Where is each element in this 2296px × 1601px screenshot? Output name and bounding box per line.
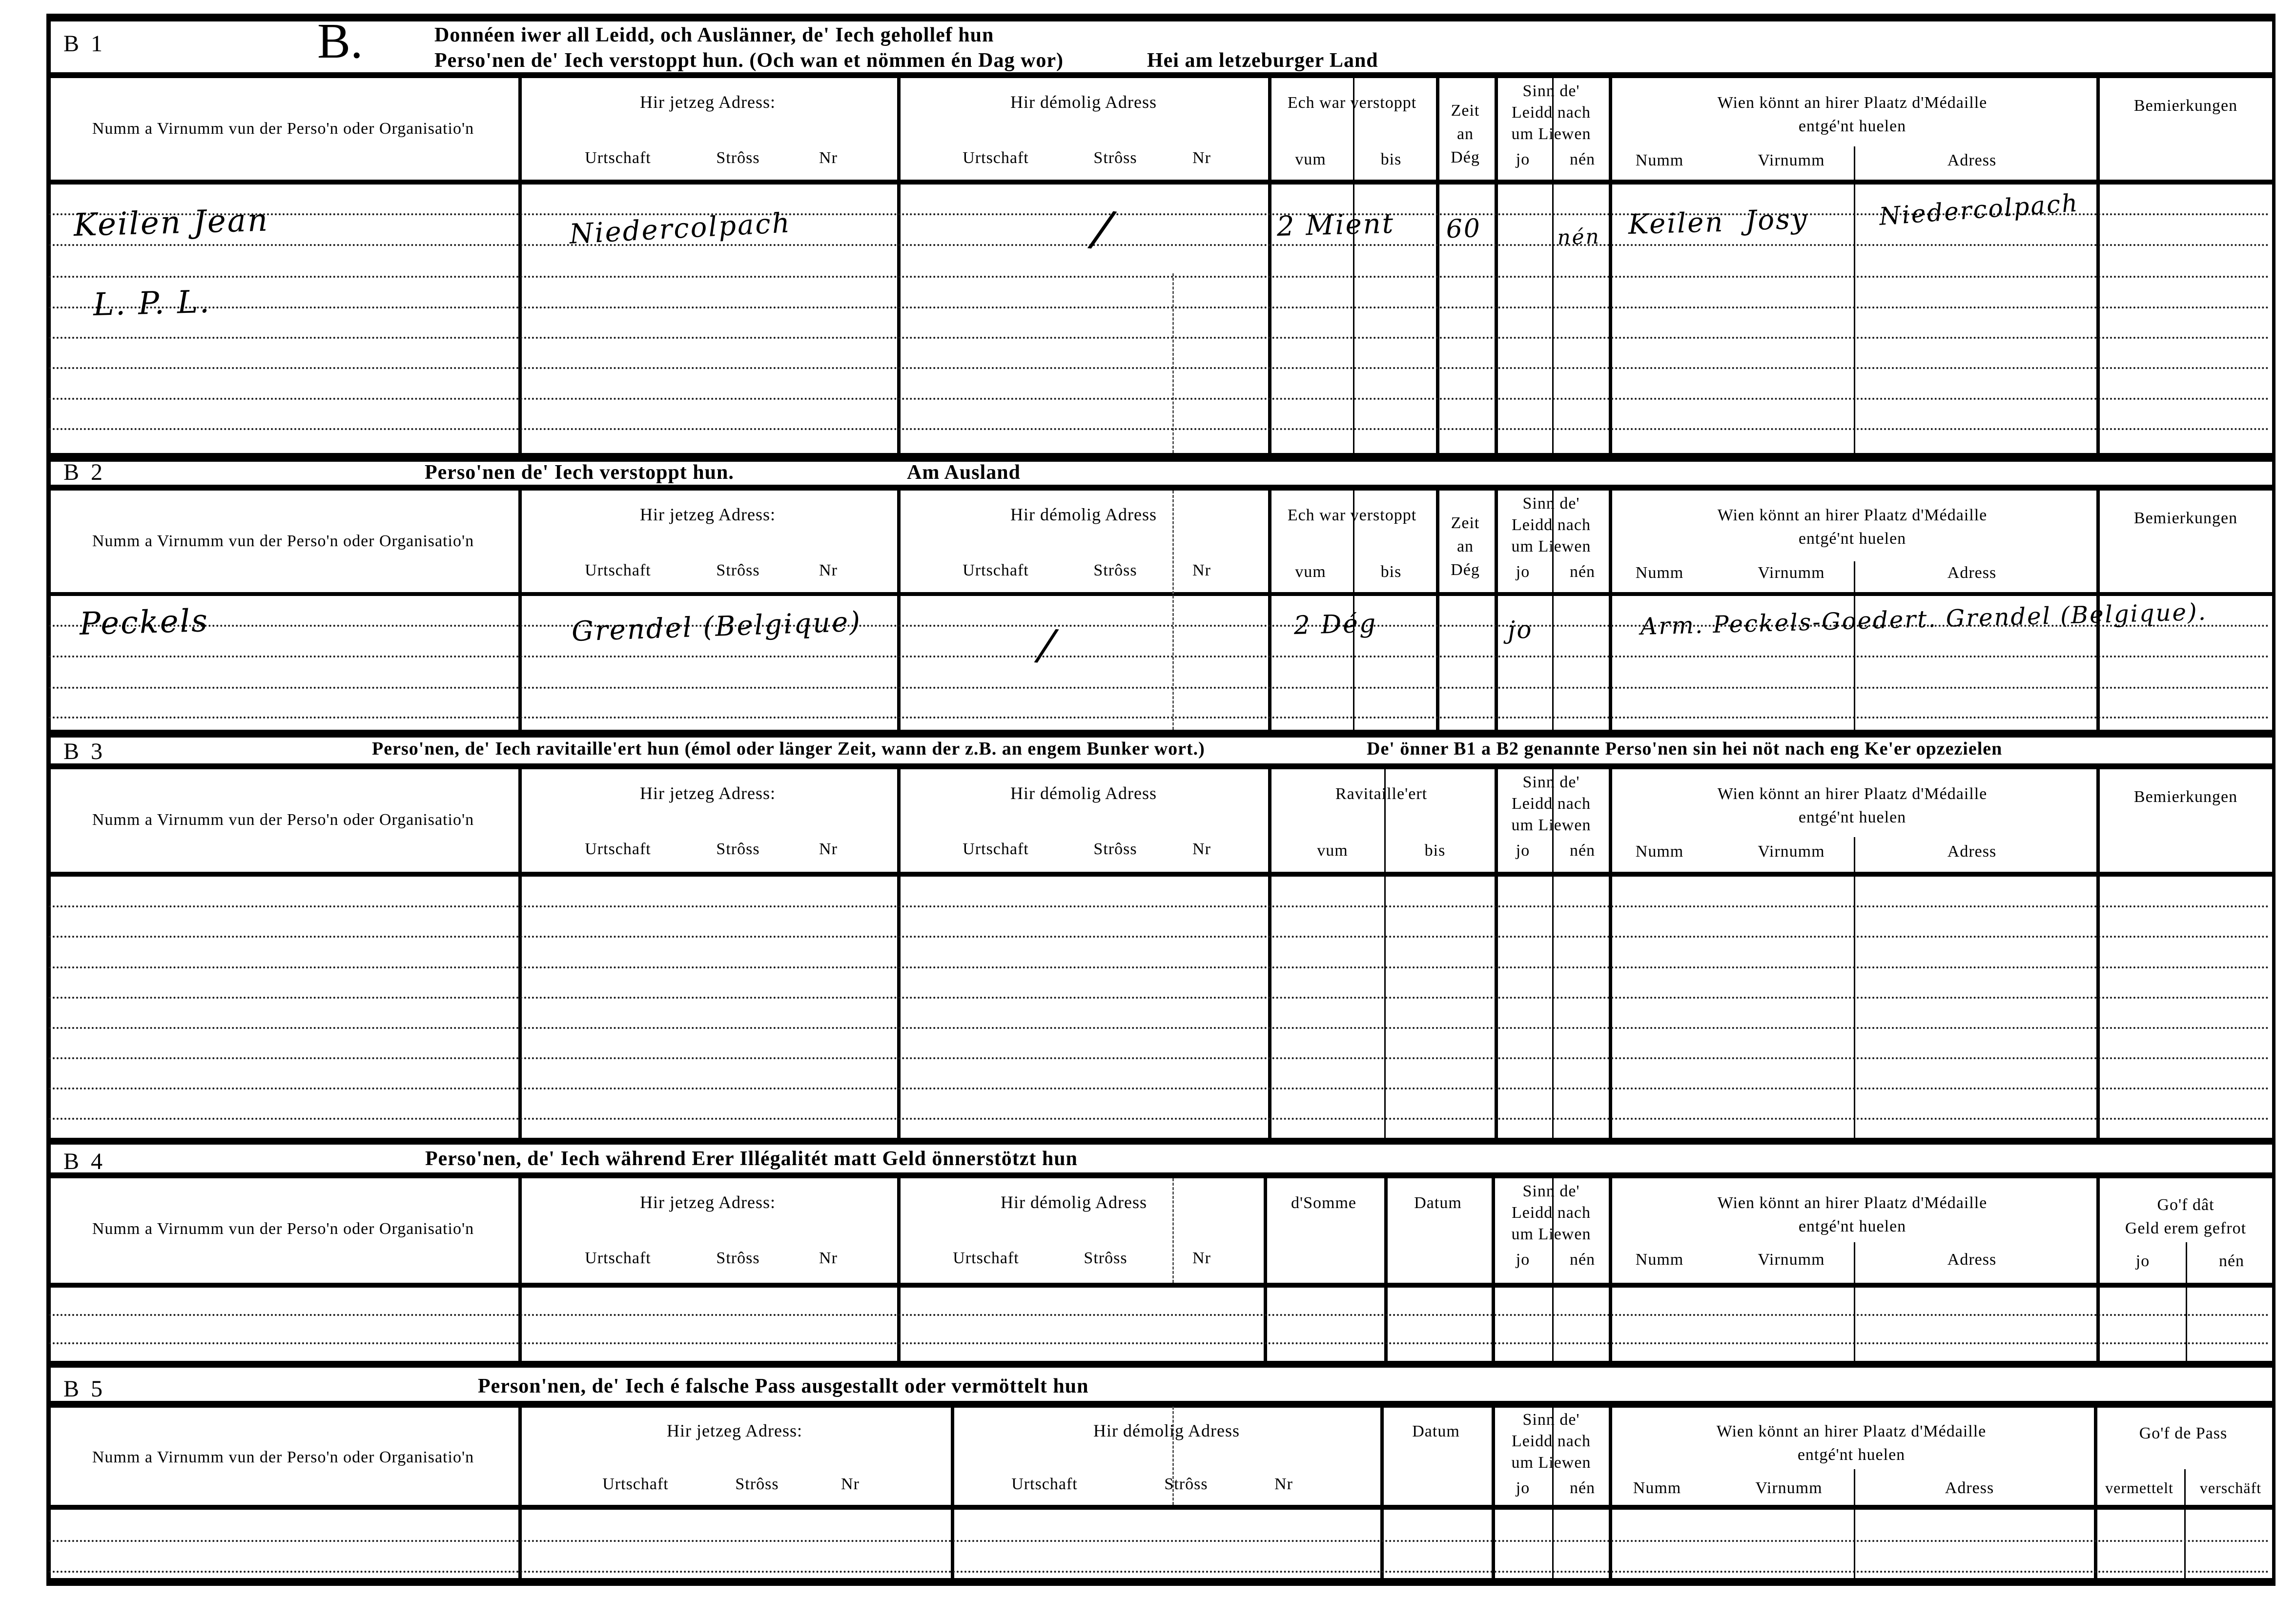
section-b3-label: B 3 [63, 739, 106, 764]
divider [1384, 1178, 1388, 1361]
b4-title: Perso'nen, de' Iech während Erer Illégalitét matt Geld önnerstötzt hun [425, 1148, 1078, 1170]
col-stross: Strôss [716, 561, 760, 579]
fold-line [1172, 273, 1174, 453]
col-jo: jo [2135, 1252, 2150, 1270]
fold-line [1172, 491, 1174, 730]
fold-line [1172, 1178, 1174, 1283]
col-name: Numm a Virnumm vun der Perso'n oder Organisatio'n [92, 1220, 474, 1238]
divider [1492, 1178, 1495, 1361]
b2-entry-name: Peckels [79, 603, 209, 642]
col-urtschaft: Urtschaft [963, 561, 1029, 579]
col-nen: nén [1569, 1251, 1596, 1269]
col-ravitailleert: Ravitaille'ert [1335, 785, 1428, 803]
b1-entry-liewen-nen: nén [1557, 224, 1601, 249]
divider [1353, 78, 1354, 453]
col-nr: Nr [819, 840, 838, 858]
divider [518, 1407, 522, 1578]
rule-b3-top [46, 730, 2276, 738]
b2-entry-current-address: Grendel (Belgique) [571, 606, 862, 648]
divider [1264, 1178, 1267, 1361]
col-current-address: Hir jetzeg Adress: [640, 1192, 776, 1212]
col-stross: Strôss [716, 1249, 760, 1267]
col-current-address: Hir jetzeg Adress: [640, 92, 776, 112]
col-sinn-1: Sinn de' [1522, 773, 1580, 791]
col-nr: Nr [841, 1475, 860, 1493]
writing-line [49, 966, 2271, 968]
col-stross: Strôss [716, 149, 760, 167]
rule-b3-header-bottom [46, 872, 2276, 877]
col-vum: vum [1295, 150, 1326, 168]
b1-entry-org: L. P. L. [93, 284, 211, 323]
col-urtschaft: Urtschaft [585, 1249, 651, 1267]
col-sinn-3: um Liewen [1511, 537, 1591, 555]
col-nr: Nr [819, 1249, 838, 1267]
col-somme: d'Somme [1291, 1194, 1357, 1212]
divider [1495, 769, 1498, 1138]
col-former-address: Hir démolig Adress [1001, 1192, 1147, 1212]
col-former-address: Hir démolig Adress [1093, 1421, 1240, 1440]
col-sinn-3: um Liewen [1511, 1454, 1591, 1472]
col-vum: vum [1295, 563, 1326, 581]
writing-line [49, 307, 2271, 308]
col-nr: Nr [1192, 1249, 1211, 1267]
col-hidden: Ech war verstoppt [1287, 506, 1417, 524]
divider [2184, 1469, 2186, 1578]
b3-title-part1: Perso'nen, de' Iech ravitaille'ert hun (émol oder länger Zeit, wann der z.B. an engem Bunker wort.) [372, 739, 1205, 759]
col-virnumm: Virnumm [1755, 1479, 1823, 1497]
b5-title: Person'nen, de' Iech é falsche Pass ausgestallt oder vermöttelt hun [478, 1375, 1089, 1397]
writing-line [49, 1314, 2271, 1316]
divider [897, 491, 901, 730]
divider [1854, 837, 1855, 1138]
writing-line [49, 656, 2271, 657]
col-bemierkungen: Bemierkungen [2133, 97, 2238, 115]
col-sinn-2: Leidd nach [1512, 516, 1591, 534]
col-medal-2: entgé'nt huelen [1798, 530, 1906, 548]
col-stross: Strôss [1093, 561, 1137, 579]
divider [897, 769, 901, 1138]
b1-entry-medal-numm: Keilen [1628, 206, 1725, 241]
col-medal-1: Wien könnt an hirer Plaatz d'Médaille [1717, 785, 1988, 803]
col-sinn-3: um Liewen [1511, 816, 1591, 834]
col-current-address: Hir jetzeg Adress: [667, 1421, 802, 1440]
col-jo: jo [1516, 150, 1530, 168]
b1-entry-current-address: Niedercolpach [569, 207, 792, 250]
col-vum: vum [1317, 842, 1348, 860]
col-numm: Numm [1633, 1479, 1681, 1497]
col-sinn-1: Sinn de' [1522, 82, 1580, 100]
col-bis: bis [1380, 150, 1402, 168]
table-right-border [2272, 14, 2276, 1586]
writing-line [49, 687, 2271, 689]
col-sinn-1: Sinn de' [1522, 1411, 1580, 1429]
col-adress: Adress [1947, 1251, 1997, 1269]
col-adress: Adress [1947, 842, 1997, 861]
b2-entry-hidden-vum: 2 Dég [1293, 609, 1377, 640]
b1-entry-medal-virnumm: Josy [1745, 203, 1809, 237]
col-bemierkungen: Bemierkungen [2133, 788, 2238, 806]
divider [2096, 78, 2100, 453]
b1-title-line2: Perso'nen de' Iech verstoppt hun. (Och wan et nömmen én Dag wor) [434, 49, 1064, 72]
col-urtschaft: Urtschaft [585, 840, 651, 858]
col-sinn-2: Leidd nach [1512, 1432, 1591, 1450]
col-zeit-3: Dég [1451, 561, 1480, 579]
col-virnumm: Virnumm [1758, 151, 1825, 169]
col-adress: Adress [1947, 564, 1997, 582]
form-part-letter: B. [317, 14, 363, 69]
col-name: Numm a Virnumm vun der Perso'n oder Organisatio'n [92, 120, 474, 138]
divider [1436, 78, 1439, 453]
divider [1268, 769, 1271, 1138]
col-numm: Numm [1635, 564, 1684, 582]
b1-entry-hidden-vum: 2 Mient [1276, 207, 1395, 243]
col-urtschaft: Urtschaft [953, 1249, 1019, 1267]
divider [1609, 1178, 1612, 1361]
col-medal-2: entgé'nt huelen [1798, 1217, 1906, 1235]
col-pass: Go'f de Pass [2139, 1424, 2228, 1442]
writing-line [49, 1027, 2271, 1029]
divider [2096, 769, 2100, 1138]
divider [1436, 491, 1439, 730]
col-virnumm: Virnumm [1758, 842, 1825, 861]
col-datum: Datum [1414, 1194, 1462, 1212]
divider [1609, 1407, 1612, 1578]
col-urtschaft: Urtschaft [585, 149, 651, 167]
divider [1854, 561, 1855, 730]
col-money-back-2: Geld erem gefrot [2125, 1219, 2247, 1237]
writing-line [49, 1088, 2271, 1089]
b2-entry-liewen-jo: jo [1507, 615, 1534, 644]
rule-b2-top [46, 453, 2276, 462]
divider [1495, 491, 1498, 730]
col-stross: Strôss [1093, 840, 1137, 858]
writing-line [49, 997, 2271, 999]
divider [1380, 1407, 1384, 1578]
divider [1854, 146, 1855, 453]
divider [1854, 1469, 1855, 1578]
rule-b5-top [46, 1361, 2276, 1368]
col-urtschaft: Urtschaft [585, 561, 651, 579]
divider [951, 1407, 954, 1578]
col-nen: nén [1569, 842, 1596, 860]
col-money-back-1: Go'f dât [2157, 1196, 2214, 1214]
section-b4-label: B 4 [63, 1149, 106, 1174]
section-b2-label: B 2 [63, 459, 106, 485]
col-urtschaft: Urtschaft [1011, 1475, 1078, 1493]
col-name: Numm a Virnumm vun der Perso'n oder Organisatio'n [92, 1448, 474, 1466]
col-medal-2: entgé'nt huelen [1797, 1446, 1906, 1464]
col-urtschaft: Urtschaft [602, 1475, 669, 1493]
rule-table-bottom [46, 1578, 2276, 1586]
col-nen: nén [1569, 563, 1596, 581]
b1-entry-name: Keilen Jean [73, 202, 270, 244]
b2-entry-medal: Arm. Peckels-Goedert. Grendel (Belgique). [1640, 598, 2208, 640]
b1-entry-medal-adress: Niedercolpach [1878, 188, 2080, 231]
col-nen: nén [1569, 1479, 1596, 1497]
writing-line [49, 337, 2271, 339]
col-zeit-3: Dég [1451, 148, 1480, 166]
col-jo: jo [1516, 1479, 1530, 1497]
rule-b4-top [46, 1138, 2276, 1145]
col-jo: jo [1516, 563, 1530, 581]
divider [1609, 769, 1612, 1138]
divider [518, 1178, 522, 1361]
writing-line [49, 276, 2271, 278]
col-former-address: Hir démolig Adress [1010, 92, 1157, 112]
col-stross: Strôss [1084, 1249, 1128, 1267]
col-nr: Nr [1192, 561, 1211, 579]
rule-b5-header-bottom [46, 1505, 2276, 1510]
b1-title-line2-suffix: Hei am letzeburger Land [1147, 49, 1378, 72]
col-medal-1: Wien könnt an hirer Plaatz d'Médaille [1717, 1194, 1988, 1212]
divider [518, 769, 522, 1138]
divider [1609, 78, 1612, 453]
col-medal-1: Wien könnt an hirer Plaatz d'Médaille [1717, 506, 1988, 524]
col-name: Numm a Virnumm vun der Perso'n oder Organisatio'n [92, 811, 474, 829]
col-medal-1: Wien könnt an hirer Plaatz d'Médaille [1716, 1422, 1987, 1440]
writing-line [49, 428, 2271, 430]
divider [1268, 491, 1271, 730]
writing-line [49, 244, 2271, 246]
col-bis: bis [1424, 842, 1446, 860]
section-b5-label: B 5 [63, 1376, 106, 1402]
col-stross: Strôss [1093, 149, 1137, 167]
divider [2096, 1178, 2100, 1361]
col-sinn-1: Sinn de' [1522, 494, 1580, 513]
writing-line [49, 398, 2271, 400]
col-sinn-2: Leidd nach [1512, 1204, 1591, 1222]
writing-line [49, 936, 2271, 938]
col-zeit-2: an [1456, 537, 1474, 555]
rule-b2-header-bottom [46, 592, 2276, 596]
b1-title-line1: Donnéen iwer all Leidd, och Auslänner, de' Iech gehollef hun [434, 24, 994, 46]
rule-b4-band-bottom [46, 1172, 2276, 1178]
col-former-address: Hir démolig Adress [1010, 783, 1157, 803]
divider [1268, 78, 1271, 453]
col-sinn-2: Leidd nach [1512, 795, 1591, 813]
col-zeit-1: Zeit [1451, 102, 1480, 120]
col-nr: Nr [819, 561, 838, 579]
col-sinn-2: Leidd nach [1512, 103, 1591, 122]
col-nr: Nr [1192, 840, 1211, 858]
col-sinn-3: um Liewen [1511, 125, 1591, 143]
col-nr: Nr [1274, 1475, 1293, 1493]
col-name: Numm a Virnumm vun der Perso'n oder Organisatio'n [92, 532, 474, 550]
col-hidden: Ech war verstoppt [1287, 94, 1417, 112]
col-medal-1: Wien könnt an hirer Plaatz d'Médaille [1717, 94, 1988, 112]
col-vermettelt: vermettelt [2105, 1479, 2173, 1497]
writing-line [49, 905, 2271, 907]
divider [897, 78, 901, 453]
rule-b1-top [46, 14, 2276, 21]
col-nen: nén [2218, 1252, 2245, 1270]
col-zeit-1: Zeit [1451, 514, 1480, 532]
rule-b2-band-bottom [46, 485, 2276, 491]
b1-entry-former-address-slash: / [1090, 199, 1116, 258]
col-numm: Numm [1635, 151, 1684, 169]
col-stross: Strôss [1164, 1475, 1208, 1493]
divider [518, 491, 522, 730]
section-b1-label: B 1 [63, 31, 106, 57]
divider [2094, 1407, 2097, 1578]
col-nr: Nr [1192, 149, 1211, 167]
col-sinn-3: um Liewen [1511, 1225, 1591, 1243]
b2-entry-former-address-slash: / [1037, 619, 1058, 671]
col-current-address: Hir jetzeg Adress: [640, 505, 776, 524]
col-adress: Adress [1945, 1479, 1994, 1497]
col-datum: Datum [1412, 1422, 1460, 1440]
divider [1609, 491, 1612, 730]
col-stross: Strôss [735, 1475, 779, 1493]
table-left-border [46, 14, 51, 1586]
writing-line [49, 1540, 2271, 1542]
divider [518, 78, 522, 453]
divider [1492, 1407, 1495, 1578]
col-stross: Strôss [716, 840, 760, 858]
col-sinn-1: Sinn de' [1522, 1182, 1580, 1200]
col-medal-2: entgé'nt huelen [1798, 117, 1906, 135]
rule-b1-band-bottom [46, 72, 2276, 78]
col-current-address: Hir jetzeg Adress: [640, 783, 776, 803]
writing-line [49, 1342, 2271, 1344]
col-adress: Adress [1947, 151, 1997, 169]
col-bemierkungen: Bemierkungen [2133, 509, 2238, 527]
col-urtschaft: Urtschaft [963, 840, 1029, 858]
b1-entry-zeit-deg: 60 [1446, 214, 1482, 244]
b3-title-part2: De' önner B1 a B2 genannte Perso'nen sin hei nöt nach eng Ke'er opzezielen [1367, 739, 2003, 759]
col-medal-2: entgé'nt huelen [1798, 808, 1906, 826]
col-nr: Nr [819, 149, 838, 167]
col-urtschaft: Urtschaft [963, 149, 1029, 167]
col-virnumm: Virnumm [1758, 1251, 1825, 1269]
writing-line [49, 1571, 2271, 1573]
col-nen: nén [1569, 150, 1596, 168]
writing-line [49, 367, 2271, 369]
col-numm: Numm [1635, 1251, 1684, 1269]
col-bis: bis [1380, 563, 1402, 581]
col-jo: jo [1516, 1251, 1530, 1269]
rule-b3-band-bottom [46, 763, 2276, 769]
col-jo: jo [1516, 842, 1530, 860]
writing-line [49, 1118, 2271, 1120]
writing-line [49, 717, 2271, 718]
col-former-address: Hir démolig Adress [1010, 505, 1157, 524]
divider [1495, 78, 1498, 453]
divider [1384, 769, 1386, 1138]
rule-b1-header-bottom [46, 180, 2276, 185]
divider [897, 1178, 901, 1361]
rule-b4-header-bottom [46, 1283, 2276, 1288]
col-virnumm: Virnumm [1758, 564, 1825, 582]
b2-title: Perso'nen de' Iech verstoppt hun. [425, 461, 734, 484]
col-verschaft: verschäft [2199, 1479, 2262, 1497]
rule-b5-band-bottom [46, 1401, 2276, 1408]
writing-line [49, 1057, 2271, 1059]
col-zeit-2: an [1456, 125, 1474, 143]
b2-title-suffix: Am Ausland [907, 461, 1021, 484]
col-numm: Numm [1635, 842, 1684, 861]
